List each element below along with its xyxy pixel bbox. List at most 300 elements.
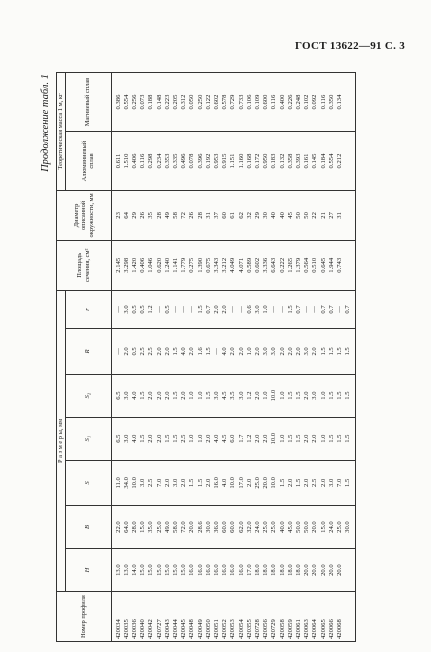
cell-S-2: 10.0	[130, 477, 138, 489]
cell-al-17: 0.172	[253, 153, 261, 169]
cell-R-17: 2.0	[253, 347, 261, 356]
cell-profile-0: 420034	[114, 619, 122, 639]
cell-H-7: 15.0	[171, 564, 179, 576]
cell-al-7: 0.335	[171, 153, 179, 169]
cell-mg-10: 0.250	[196, 94, 204, 110]
cell-r-23: —	[303, 306, 311, 313]
cell-S2-0: 6.5	[114, 391, 122, 400]
cell-profile-24: 420064	[311, 619, 319, 639]
cell-circle-4: 35	[147, 212, 155, 219]
cell-area-15: 4.071	[237, 257, 245, 273]
cell-B-22: 50.0	[294, 521, 302, 533]
cell-R-1: 2.0	[122, 347, 130, 356]
cell-B-16: 32.0	[245, 521, 253, 533]
cell-mg-1: 0.554	[122, 94, 130, 110]
col-area-values	[115, 243, 345, 288]
cell-al-9: 0.078	[188, 153, 196, 169]
cell-r-8: —	[180, 306, 188, 313]
cell-r-5: —	[155, 306, 163, 313]
cell-B-4: 35.0	[147, 521, 155, 533]
cell-R-3: 2.5	[139, 347, 147, 356]
cell-S-12: 16.0	[212, 477, 220, 489]
cell-mg-4: 0.188	[147, 94, 155, 110]
cell-H-3: 15.0	[139, 564, 147, 576]
cell-r-0: —	[114, 306, 122, 313]
cell-r-9: —	[188, 306, 196, 313]
cell-r-1: 3.0	[122, 305, 130, 314]
cell-al-12: 0.953	[212, 153, 220, 169]
cell-S2-22: 1.5	[294, 391, 302, 400]
cell-B-21: 45.0	[286, 521, 294, 533]
cell-area-0: 2.145	[114, 257, 122, 273]
cell-S1-7: 1.5	[171, 434, 179, 443]
cell-mg-17: 0.109	[253, 94, 261, 110]
cell-H-18: 18.0	[262, 564, 270, 576]
header-profile: Номер профиля	[57, 592, 112, 642]
cell-S2-5: 2.0	[155, 391, 163, 400]
cell-mg-18: 0.600	[262, 94, 270, 110]
cell-profile-1: 420035	[122, 619, 130, 639]
cell-mg-12: 0.602	[212, 94, 220, 110]
cell-B-14: 60.0	[229, 521, 237, 533]
cell-al-24: 0.145	[311, 153, 319, 169]
header-al: Алюминиевый сплав	[65, 132, 111, 191]
cell-S2-26: 1.5	[327, 391, 335, 400]
cell-R-16: 1.0	[245, 347, 253, 356]
cell-S1-17: 2.0	[253, 434, 261, 443]
cell-r-25: 0.7	[319, 305, 327, 314]
cell-al-19: 0.183	[270, 153, 278, 169]
cell-H-11: 16.0	[204, 564, 212, 576]
cell-profile-17: 420728	[253, 619, 261, 639]
cell-al-26: 0.554	[327, 153, 335, 169]
col-R-values	[115, 331, 353, 371]
cell-circle-17: 29	[253, 212, 261, 219]
cell-profile-6: 420043	[163, 619, 171, 639]
cell-H-17: 18.0	[253, 564, 261, 576]
cell-mg-7: 0.205	[171, 94, 179, 110]
cell-al-25: 0.184	[319, 153, 327, 169]
cell-R-13: 4.0	[221, 347, 229, 356]
cell-mg-25: 0.116	[319, 94, 327, 110]
cell-circle-2: 29	[130, 212, 138, 219]
cell-mg-16: 0.106	[245, 94, 253, 110]
header-sizes-group: Р а з м е р ы, мм	[57, 290, 66, 591]
cell-S1-21: 1.5	[286, 434, 294, 443]
cell-S-18: 20.0	[262, 477, 270, 489]
cell-mg-22: 0.248	[294, 94, 302, 110]
cell-area-3: 0.406	[139, 257, 147, 273]
cell-H-1: 13.0	[122, 564, 130, 576]
cell-circle-15: 62	[237, 212, 245, 219]
cell-S2-9: 1.0	[188, 391, 196, 400]
cell-S2-19: 10.0	[270, 389, 278, 402]
cell-al-0: 0.611	[114, 153, 122, 169]
cell-R-7: 1.5	[171, 347, 179, 356]
header-area: Площадь сечения, см²	[57, 240, 112, 290]
cell-profile-25: 420065	[319, 619, 327, 639]
cell-circle-9: 26	[188, 212, 196, 219]
cell-R-20: 2.0	[278, 347, 286, 356]
col-S1-values	[115, 420, 353, 458]
cell-H-15: 16.0	[237, 564, 245, 576]
cell-S-5: 7.0	[155, 478, 163, 487]
cell-H-2: 14.0	[130, 564, 138, 576]
cell-circle-8: 72	[180, 212, 188, 219]
cell-S2-16: 1.2	[245, 391, 253, 400]
cell-al-3: 0.116	[139, 153, 147, 169]
cell-H-8: 15.0	[180, 564, 188, 576]
rotated-table-block	[40, 72, 412, 642]
cell-profile-4: 420042	[147, 619, 155, 639]
cell-R-5: 2.0	[155, 347, 163, 356]
cell-mg-24: 0.092	[311, 94, 319, 110]
page-header: ГОСТ 13622—91 С. 3	[294, 40, 405, 52]
cell-profile-8: 420045	[180, 619, 188, 639]
cell-circle-10: 28	[196, 212, 204, 219]
cell-S-17: 25.0	[253, 477, 261, 489]
cell-S1-6: 1.5	[163, 434, 171, 443]
cell-area-19: 6.643	[270, 257, 278, 273]
cell-H-23: 20.0	[303, 564, 311, 576]
cell-S-8: 2.0	[180, 478, 188, 487]
cell-B-12: 36.0	[212, 521, 220, 533]
cell-r-12: 2.0	[212, 305, 220, 314]
cell-B-13: 60.0	[221, 521, 229, 533]
cell-profile-15: 420054	[237, 619, 245, 639]
cell-B-10: 28.6	[196, 521, 204, 533]
cell-al-8: 0.496	[180, 153, 188, 169]
cell-r-27: —	[335, 306, 343, 313]
cell-circle-1: 64	[122, 212, 130, 219]
cell-area-10: 1.390	[196, 257, 204, 273]
cell-al-27: 0.212	[335, 153, 343, 169]
cell-S2-20: 1.0	[278, 391, 286, 400]
header-circle: Диаметр описанной окружности, мм	[57, 190, 112, 240]
cell-al-22: 0.393	[294, 153, 302, 169]
cell-al-5: 0.234	[155, 153, 163, 169]
cell-area-6: 1.240	[163, 257, 171, 273]
cell-r-3: 0.5	[139, 305, 147, 314]
cell-area-24: 0.510	[311, 257, 319, 273]
cell-circle-3: 26	[139, 212, 147, 219]
cell-profile-21: 420059	[286, 619, 294, 639]
cell-circle-21: 45	[286, 212, 294, 219]
cell-S-20: 1.5	[278, 478, 286, 487]
cell-S2-23: 2.0	[303, 391, 311, 400]
cell-B-3: 15.0	[139, 521, 147, 533]
header-R: R	[65, 329, 111, 374]
cell-S1-18: 2.0	[262, 434, 270, 443]
col-H-values	[115, 551, 345, 589]
cell-R-28: 1.5	[344, 347, 352, 356]
cell-H-24: 20.0	[311, 564, 319, 576]
cell-H-20: 18.0	[278, 564, 286, 576]
cell-circle-6: 49	[163, 212, 171, 219]
cell-S1-5: 2.0	[155, 434, 163, 443]
col-profile-values	[115, 594, 345, 639]
cell-S2-11: 1.5	[204, 391, 212, 400]
cell-area-7: 1.141	[171, 257, 179, 273]
cell-S1-3: 1.5	[139, 434, 147, 443]
cell-area-11: 0.675	[204, 257, 212, 273]
cell-area-22: 1.379	[294, 257, 302, 273]
cell-B-19: 25.0	[270, 521, 278, 533]
cell-S1-27: 1.5	[335, 434, 343, 443]
cell-B-5: 25.0	[155, 521, 163, 533]
cell-H-13: 16.0	[221, 564, 229, 576]
profiles-table	[56, 72, 356, 642]
cell-R-24: 2.0	[311, 347, 319, 356]
cell-R-9: 2.0	[188, 347, 196, 356]
cell-circle-13: 60	[221, 212, 229, 219]
cell-H-12: 16.0	[212, 564, 220, 576]
cell-circle-12: 37	[212, 212, 220, 219]
cell-profile-9: 420048	[188, 619, 196, 639]
cell-circle-23: 50	[303, 212, 311, 219]
cell-mg-8: 0.312	[180, 94, 188, 110]
cell-S-23: 2.0	[303, 478, 311, 487]
cell-B-27: 25.0	[335, 521, 343, 533]
cell-al-10: 0.396	[196, 153, 204, 169]
cell-R-18: 3.0	[262, 347, 270, 356]
cell-S2-25: 1.0	[319, 391, 327, 400]
cell-mg-26: 0.350	[327, 94, 335, 110]
cell-R-11: 1.5	[204, 347, 212, 356]
cell-al-4: 0.298	[147, 153, 155, 169]
cell-B-17: 24.0	[253, 521, 261, 533]
cell-profile-18: 420056	[262, 619, 270, 639]
cell-profile-13: 420052	[221, 619, 229, 639]
cell-S1-24: 2.0	[311, 434, 319, 443]
cell-B-8: 72.0	[180, 521, 188, 533]
cell-area-17: 0.602	[253, 257, 261, 273]
cell-S1-2: 4.0	[130, 434, 138, 443]
cell-B-28: 30.0	[344, 521, 352, 533]
cell-H-14: 16.0	[229, 564, 237, 576]
cell-H-9: 16.0	[188, 564, 196, 576]
col-r-values	[115, 293, 353, 327]
cell-B-6: 49.0	[163, 521, 171, 533]
cell-B-25: 15.0	[319, 521, 327, 533]
cell-profile-23: 420063	[303, 619, 311, 639]
header-H: H	[65, 549, 111, 592]
cell-profile-14: 420053	[229, 619, 237, 639]
cell-S-21: 2.0	[286, 478, 294, 487]
cell-profile-3: 420040	[139, 619, 147, 639]
cell-S-0: 11.0	[114, 477, 122, 489]
cell-S-25: 2.0	[319, 478, 327, 487]
cell-profile-19: 420729	[270, 619, 278, 639]
cell-area-26: 1.944	[327, 257, 335, 273]
cell-S2-21: 1.5	[286, 391, 294, 400]
cell-S-22: 1.5	[294, 478, 302, 487]
cell-S1-15: 1.7	[237, 434, 245, 443]
cell-area-13: 3.212	[221, 257, 229, 273]
cell-r-13: 2.0	[221, 305, 229, 314]
cell-H-21: 18.0	[286, 564, 294, 576]
cell-S1-25: 1.0	[319, 434, 327, 443]
cell-R-27: 1.5	[335, 347, 343, 356]
cell-S1-13: 4.5	[221, 434, 229, 443]
cell-H-4: 15.0	[147, 564, 155, 576]
cell-R-14: 2.0	[229, 347, 237, 356]
cell-S2-15: 3.0	[237, 391, 245, 400]
cell-R-26: 1.5	[327, 347, 335, 356]
cell-mg-3: 0.073	[139, 94, 147, 110]
cell-mg-13: 0.578	[221, 94, 229, 110]
cell-area-1: 3.298	[122, 257, 130, 273]
cell-circle-7: 58	[171, 212, 179, 219]
cell-profile-26: 420066	[327, 619, 335, 639]
cell-r-11: 0.7	[204, 305, 212, 314]
cell-H-6: 15.0	[163, 564, 171, 576]
cell-S2-6: 2.0	[163, 391, 171, 400]
cell-S2-27: 1.5	[335, 391, 343, 400]
header-S1: S₁	[65, 417, 111, 460]
cell-B-15: 62.0	[237, 521, 245, 533]
cell-S1-11: 2.0	[204, 434, 212, 443]
cell-r-14: —	[229, 306, 237, 313]
cell-S2-2: 4.0	[130, 391, 138, 400]
cell-mg-6: 0.223	[163, 94, 171, 110]
col-S-values	[115, 463, 353, 503]
cell-r-4: 1.2	[147, 305, 155, 314]
cell-al-11: 0.192	[204, 153, 212, 169]
cell-S2-24: 3.0	[311, 391, 319, 400]
cell-profile-11: 420050	[204, 619, 212, 639]
cell-r-28: 0.7	[344, 305, 352, 314]
cell-S1-26: 1.5	[327, 434, 335, 443]
cell-S-27: 7.0	[335, 478, 343, 487]
cell-mg-23: 0.102	[303, 94, 311, 110]
cell-profile-5: 420727	[155, 619, 163, 639]
cell-R-0: —	[114, 348, 122, 355]
cell-circle-0: 23	[114, 212, 122, 219]
cell-area-9: 0.275	[188, 257, 196, 273]
cell-B-18: 25.0	[262, 521, 270, 533]
cell-al-2: 0.406	[130, 153, 138, 169]
cell-B-1: 64.0	[122, 521, 130, 533]
cell-S-14: 10.0	[229, 477, 237, 489]
cell-R-21: 2.0	[286, 347, 294, 356]
cell-H-16: 17.0	[245, 564, 253, 576]
cell-area-2: 1.420	[130, 257, 138, 273]
cell-profile-16: 420355	[245, 619, 253, 639]
cell-R-10: 1.6	[196, 347, 204, 356]
col-circle-values	[115, 193, 345, 238]
cell-al-14: 1.151	[229, 153, 237, 169]
cell-r-26: 0.7	[327, 305, 335, 314]
cell-B-7: 58.0	[171, 521, 179, 533]
cell-profile-27: 420068	[335, 619, 343, 639]
cell-profile-2: 420036	[130, 619, 138, 639]
cell-r-15: —	[237, 306, 245, 313]
cell-circle-18: 30	[262, 212, 270, 219]
cell-area-12: 3.343	[212, 257, 220, 273]
cell-S-28: 1.5	[344, 478, 352, 487]
header-r: r	[65, 290, 111, 329]
cell-S1-22: 1.5	[294, 434, 302, 443]
cell-area-16: 0.589	[245, 257, 253, 273]
cell-mg-2: 0.256	[130, 94, 138, 110]
cell-r-24: —	[311, 306, 319, 313]
cell-circle-25: 21	[319, 212, 327, 219]
cell-H-19: 18.0	[270, 564, 278, 576]
cell-S-19: 10.0	[270, 477, 278, 489]
cell-S2-12: 3.0	[212, 391, 220, 400]
cell-S-9: 1.5	[188, 478, 196, 487]
cell-H-22: 18.0	[294, 564, 302, 576]
cell-S2-14: 3.5	[229, 391, 237, 400]
cell-r-16: 0.6	[245, 305, 253, 314]
cell-H-5: 15.0	[155, 564, 163, 576]
cell-mg-15: 0.733	[237, 94, 245, 110]
cell-circle-19: 40	[270, 212, 278, 219]
cell-circle-16: 32	[245, 212, 253, 219]
cell-B-26: 24.0	[327, 521, 335, 533]
cell-r-20: —	[278, 306, 286, 313]
cell-R-6: 2.0	[163, 347, 171, 356]
cell-circle-5: 28	[155, 212, 163, 219]
cell-S1-20: 1.0	[278, 434, 286, 443]
cell-S-11: 2.0	[204, 478, 212, 487]
cell-mg-0: 0.386	[114, 94, 122, 110]
cell-r-10: 1.5	[196, 305, 204, 314]
cell-area-21: 1.265	[286, 257, 294, 273]
cell-R-8: 4.0	[180, 347, 188, 356]
cell-S1-1: 3.0	[122, 434, 130, 443]
cell-al-21: 0.358	[286, 153, 294, 169]
cell-al-23: 0.161	[303, 153, 311, 169]
cell-S1-0: 6.5	[114, 434, 122, 443]
cell-area-25: 0.645	[319, 257, 327, 273]
cell-r-18: 1.0	[262, 305, 270, 314]
cell-R-4: 2.5	[147, 347, 155, 356]
cell-area-20: 0.222	[278, 257, 286, 273]
cell-S2-28: 1.5	[344, 391, 352, 400]
cell-r-22: 0.7	[294, 305, 302, 314]
cell-area-5: 0.620	[155, 257, 163, 273]
cell-B-2: 28.0	[130, 521, 138, 533]
cell-area-23: 0.564	[303, 257, 311, 273]
cell-B-0: 22.0	[114, 521, 122, 533]
cell-S-24: 2.5	[311, 478, 319, 487]
cell-R-2: 0.5	[130, 347, 138, 356]
cell-profile-7: 420044	[171, 619, 179, 639]
cell-S1-12: 4.0	[212, 434, 220, 443]
cell-mg-5: 0.148	[155, 94, 163, 110]
cell-r-21: 1.5	[286, 305, 294, 314]
cell-S1-10: 1.0	[196, 434, 204, 443]
cell-circle-20: 40	[278, 212, 286, 219]
cell-S2-13: 4.5	[221, 391, 229, 400]
cell-profile-12: 420051	[212, 619, 220, 639]
cell-S-15: 17.0	[237, 477, 245, 489]
cell-S1-28: 1.5	[344, 434, 352, 443]
cell-r-7: —	[171, 306, 179, 313]
cell-circle-11: 31	[204, 212, 212, 219]
cell-H-25: 20.0	[319, 564, 327, 576]
cell-S-4: 2.5	[147, 478, 155, 487]
cell-al-1: 1.510	[122, 153, 130, 169]
cell-al-13: 0.915	[221, 153, 229, 169]
cell-S-1: 34.0	[122, 477, 130, 489]
cell-S1-14: 6.0	[229, 434, 237, 443]
cell-H-10: 16.0	[196, 564, 204, 576]
col-mg-values	[115, 75, 345, 129]
cell-S2-3: 1.5	[139, 391, 147, 400]
